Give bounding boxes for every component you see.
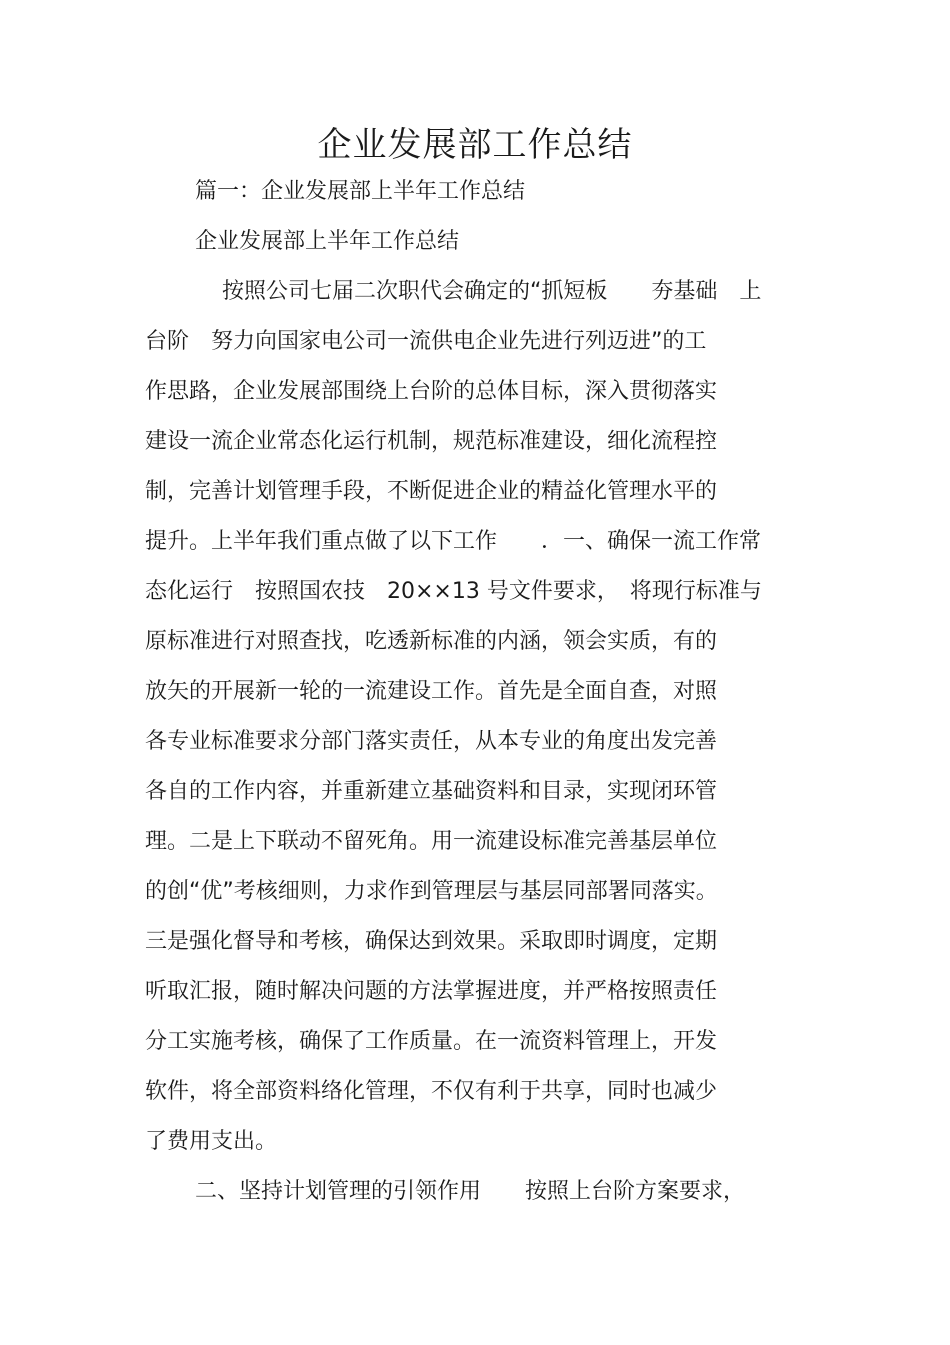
paragraph-line: 了费用支出。 xyxy=(145,1129,278,1154)
paragraph-line: 软件，将全部资料络化管理，不仅有利于共享，同时也减少 xyxy=(145,1079,718,1104)
paragraph-line: 制，完善计划管理手段，不断促进企业的精益化管理水平的 xyxy=(145,479,718,504)
paragraph-line: 态化运行 按照国农技 20××13 号文件要求， 将现行标准与 xyxy=(145,579,762,604)
paragraph-line: 听取汇报，随时解决问题的方法掌握进度，并严格按照责任 xyxy=(145,979,718,1004)
paragraph-line: 理。二是上下联动不留死角。用一流建设标准完善基层单位 xyxy=(145,829,718,854)
paragraph-line: 三是强化督导和考核，确保达到效果。采取即时调度，定期 xyxy=(145,929,718,954)
paragraph-line: 台阶 努力向国家电公司一流供电企业先进行列迈进”的工 xyxy=(145,329,707,354)
paragraph-line: 原标准进行对照查找，吃透新标准的内涵，领会实质，有的 xyxy=(145,629,718,654)
paragraph-line: 放矢的开展新一轮的一流建设工作。首先是全面自查，对照 xyxy=(145,679,718,704)
section-heading: 篇一：企业发展部上半年工作总结 xyxy=(195,179,526,204)
paragraph-line: 作思路，企业发展部围绕上台阶的总体目标，深入贯彻落实 xyxy=(145,379,718,404)
paragraph-line: 提升。上半年我们重点做了以下工作 ．一、确保一流工作常 xyxy=(145,529,762,554)
sub-heading: 企业发展部上半年工作总结 xyxy=(195,229,460,254)
paragraph-line: 的创“优”考核细则，力求作到管理层与基层同部署同落实。 xyxy=(145,879,718,904)
paragraph-line: 各专业标准要求分部门落实责任，从本专业的角度出发完善 xyxy=(145,729,718,754)
paragraph-line: 按照公司七届二次职代会确定的“抓短板 夯基础 上 xyxy=(222,279,762,304)
paragraph-line: 建设一流企业常态化运行机制，规范标准建设，细化流程控 xyxy=(145,429,718,454)
paragraph-line: 二、坚持计划管理的引领作用 按照上台阶方案要求， xyxy=(195,1179,746,1204)
document-title: 企业发展部工作总结 xyxy=(317,125,633,165)
paragraph-line: 分工实施考核，确保了工作质量。在一流资料管理上，开发 xyxy=(145,1029,718,1054)
paragraph-line: 各自的工作内容，并重新建立基础资料和目录，实现闭环管 xyxy=(145,779,718,804)
